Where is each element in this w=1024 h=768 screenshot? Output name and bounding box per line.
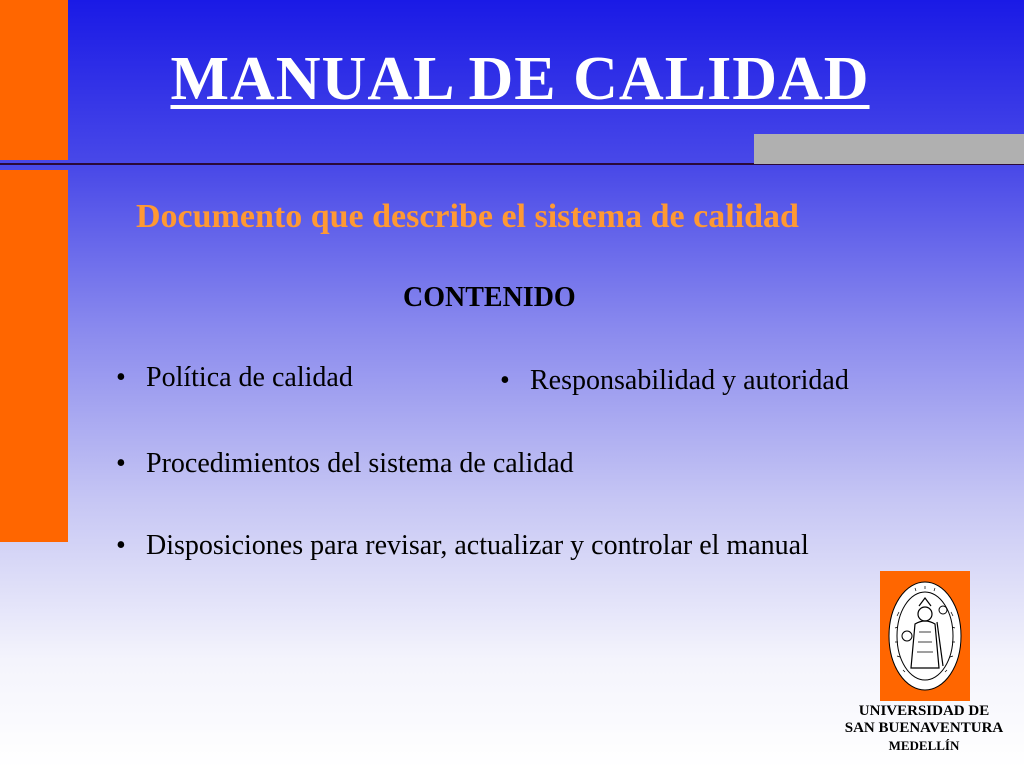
seal-icon [885,576,965,696]
university-seal-logo [880,571,970,701]
orange-accent-bar-bottom [0,170,68,542]
university-name-line1: UNIVERSIDAD DE [858,703,990,719]
university-name-line3: MEDELLÍN [888,738,960,753]
bullet-item-responsabilidad [500,365,849,397]
slide-title: MANUAL DE CALIDAD [170,45,870,113]
section-heading: CONTENIDO [403,282,576,313]
bullet-text: Responsabilidad y autoridad [530,365,849,396]
bullet-icon: • [116,530,126,561]
university-name-line2: SAN BUENAVENTURA [844,720,1004,736]
slide-subtitle: Documento que describe el sistema de calidad [136,198,799,235]
bullet-icon: • [500,365,510,396]
bullet-item-procedimientos [116,448,574,480]
university-name [836,703,1012,754]
bullet-text: Disposiciones para revisar, actualizar y controlar el manual [146,530,809,561]
bullet-item-disposiciones [116,530,809,562]
bullet-text: Política de calidad [146,362,353,393]
gray-accent-box [754,134,1024,164]
bullet-icon: • [116,448,126,479]
bullet-icon: • [116,362,126,393]
bullet-text: Procedimientos del sistema de calidad [146,448,574,479]
bullet-item-politica [116,362,353,394]
